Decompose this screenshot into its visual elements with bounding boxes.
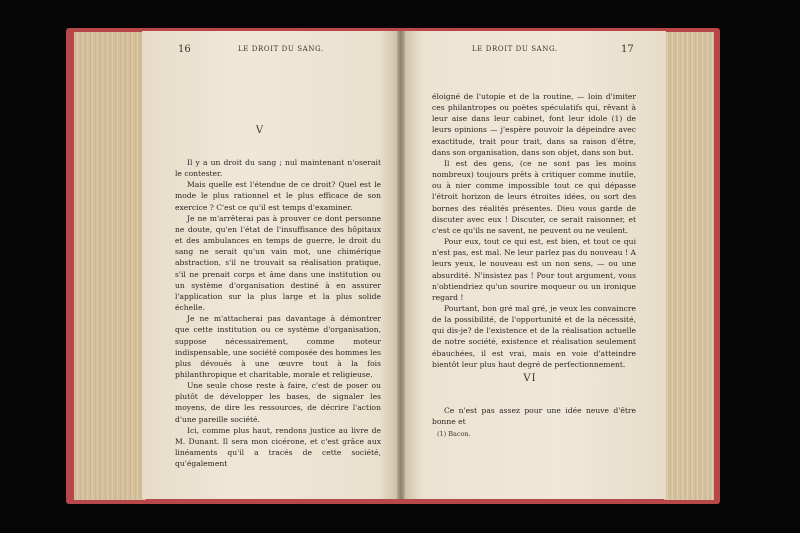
chapter-heading-v: V (255, 125, 265, 136)
right-page-body (432, 91, 636, 370)
paragraph: Une seule chose reste à faire, c'est de poser ou plutôt de développer les bases, de signaler les moyens, de dire les ressources, de décrire l'action d'une pareille société. (175, 381, 381, 424)
right-page-number: 17 (621, 44, 634, 55)
right-running-head: LE DROIT DU SANG. (472, 45, 558, 53)
paragraph: Mais quelle est l'étendue de ce droit? Quel est le mode le plus rationnel et le plus efficace de son exercice ? C'est ce qu'il est temps d'examiner. (175, 180, 381, 212)
left-running-head: LE DROIT DU SANG. (238, 45, 324, 53)
paragraph: éloigné de l'utopie et de la routine, — loin d'imiter ces philantropes ou poètes spéculatifs qui, rêvant à leur aise dans leur cabinet, font leur idole (1) de leurs opinions — j'espère pouvoir la dépeindre avec exactitude, trait pour trait, dans sa raison d'être, dans son organisation, dans son objet, dans son but. (432, 92, 636, 157)
paragraph: Il y a un droit du sang ; nul maintenant n'oserait le contester. (175, 158, 381, 179)
left-page-edges (74, 32, 146, 500)
paragraph: Ce n'est pas assez pour une idée neuve d'être bonne et (432, 406, 636, 427)
paragraph: Je ne m'attacherai pas davantage à démontrer que cette institution ou ce système d'organisation, suppose nécessairement, comme moteur indispensable, une société composée des hommes les plus dévoués à une œuvre tout à la fois philanthropique et charitable, morale et religieuse. (175, 314, 381, 379)
paragraph: Il est des gens, (ce ne sont pas les moins nombreux) toujours prêts à critiquer comme inutile, ou à nier comme impossible tout ce qui dépasse l'étroit horizon de leurs étroites idées, ou sort des bornes des réalités présentes. Dieu vous garde de discuter avec eux ! Discuter, ce serait raisonner, et c'est ce qu'ils ne savent, ne peuvent ou ne veulent. (432, 158, 636, 235)
paragraph: Ici, comme plus haut, rendons justice au livre de M. Dunant. Il sera mon cicérone, et c'est grâce aux linéaments qu'il a tracés de cette société, qu'également (175, 425, 381, 469)
footnote: (1) Bacon. (437, 430, 471, 438)
book-gutter (397, 31, 405, 499)
paragraph: Pour eux, tout ce qui est, est bien, et tout ce qui n'est pas, est mal. Ne leur parlez pas du nouveau ! A leurs yeux, le nouveau est un non sens, — ou une absurdité. N'insistez pas ! Pour tout argument, vous n'obtiendriez qu'un sourire moqueur ou un ironique regard ! (432, 237, 636, 302)
chapter-heading-vi: VI (523, 373, 537, 384)
right-page-edges (664, 32, 714, 500)
left-page-body (175, 157, 381, 469)
left-page-number: 16 (178, 44, 191, 55)
paragraph: Pourtant, bon gré mal gré, je veux les convaincre de la possibilité, de l'opportunité et de la nécessité, qui dis-je? de l'existence et de la réalisation actuelle de notre société, existence et réalisation seulement ébauchées, il est vrai, mais en voie d'atteindre bientôt leur plus haut degré de perfectionnement. (432, 303, 636, 369)
paragraph: Je ne m'arrêterai pas à prouver ce dont personne ne doute, qu'en l'état de l'insuffisance des hôpitaux et des ambulances en temps de guerre, le droit du sang ne serait qu'un vain mot, une chimérique abstraction, s'il ne trouvait sa réalisation pratique, s'il ne prenait corps et âme dans une institution ou un système d'organisation destiné à en assurer l'application sur la plus large et la plus solide échelle. (175, 213, 381, 313)
right-page-next-text (432, 405, 636, 427)
